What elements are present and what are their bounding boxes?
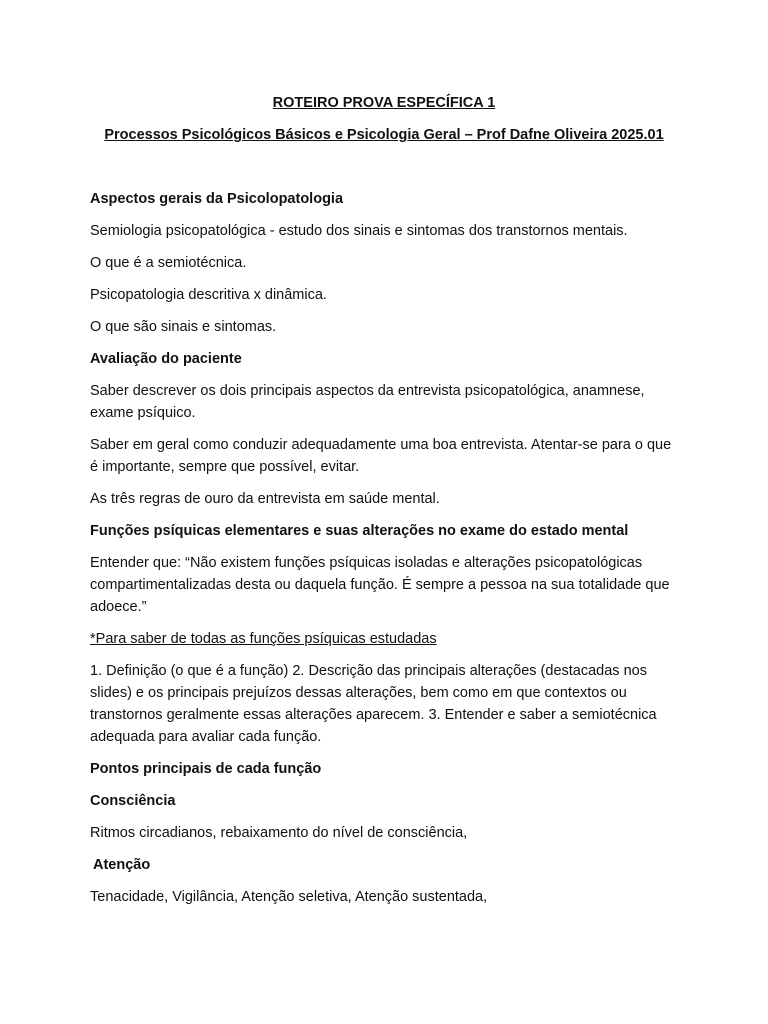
section-heading-aspectos: Aspectos gerais da Psicolopatologia xyxy=(90,191,344,207)
document-subtitle: Processos Psicológicos Básicos e Psicologia Geral – Prof Dafne Oliveira 2025.01 xyxy=(104,127,664,143)
section-heading-funcoes: Funções psíquicas elementares e suas alterações no exame do estado mental xyxy=(90,523,629,539)
section-heading-consciencia: Consciência xyxy=(90,793,176,809)
paragraph: Tenacidade, Vigilância, Atenção seletiva, Atenção sustentada, xyxy=(90,889,488,905)
paragraph: 1. Definição (o que é a função) 2. Descrição das principais alterações (destacadas nos slides) e os principais prejuízos dessas alterações, bem como em que contextos ou transtornos geralmente essas alterações aparecem. 3. Entender e saber a semiotécnica adequada para avaliar cada função. xyxy=(90,663,657,745)
paragraph: Semiologia psicopatológica - estudo dos sinais e sintomas dos transtornos mentais. xyxy=(90,223,628,239)
section-heading-pontos: Pontos principais de cada função xyxy=(90,761,322,777)
paragraph: As três regras de ouro da entrevista em saúde mental. xyxy=(90,491,440,507)
paragraph: Saber descrever os dois principais aspectos da entrevista psicopatológica, anamnese, exame psíquico. xyxy=(90,383,645,421)
paragraph: Psicopatologia descritiva x dinâmica. xyxy=(90,287,327,303)
paragraph: O que é a semiotécnica. xyxy=(90,255,247,271)
paragraph: Entender que: “Não existem funções psíquicas isoladas e alterações psicopatológicas compartimentalizadas desta ou daquela função. É sempre a pessoa na sua totalidade que adoece.” xyxy=(90,555,670,615)
underlined-note: *Para saber de todas as funções psíquicas estudadas xyxy=(90,631,437,647)
paragraph: O que são sinais e sintomas. xyxy=(90,319,277,335)
paragraph: Ritmos circadianos, rebaixamento do nível de consciência, xyxy=(90,825,468,841)
paragraph: Saber em geral como conduzir adequadamente uma boa entrevista. Atentar-se para o que é importante, sempre que possível, evitar. xyxy=(90,437,672,475)
document-title: ROTEIRO PROVA ESPECÍFICA 1 xyxy=(272,95,496,111)
section-heading-atencao: Atenção xyxy=(93,857,151,873)
section-heading-avaliacao: Avaliação do paciente xyxy=(90,351,242,367)
